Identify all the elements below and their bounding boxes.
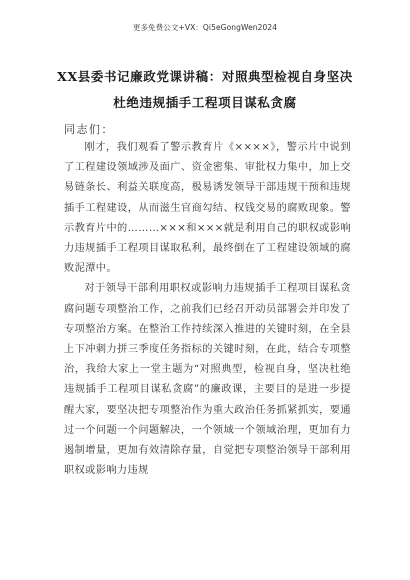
paragraph-1: 刚才，我们观看了警示教育片《××××》，警示片中说到了工程建设领域涉及面广、资金密集、审批权力集中，加上交易链条长、利益关联度高，极易诱发领导干部违规干预和违规插手工程建设，从而滋生官商勾结、权钱交易的腐败现象。警示教育片中的………×××和×××就是利用自己的职权或影响力违规插手工程项目谋取私利，最终倒在了工程建设领域的腐败泥潭中。 [64, 142, 351, 275]
document-title: XX县委书记廉政党课讲稿：对照典型检视自身坚决杜绝违规插手工程项目谋私贪腐 [57, 69, 353, 110]
paragraph-2: 对于领导干部利用职权或影响力违规插手工程项目谋私贪腐问题专项整治工作，之前我们已经召开动员部署会并印发了专项整治方案。在整治工作持续深入推进的关键时刻，在全县上下冲刺力拼三季度任务指标的关键时刻，在此，结合专项整治，我给大家上一堂主题为“对照典型，检视自身，坚决杜绝违规插手工程项目谋私贪腐”的廉政课，主要目的是进一步提醒大家，要坚决把专项整治作为重大政治任务抓紧抓实，要通过一个问题一个问题解决，一个领域一个领域治理，更加有力遏制增量，更加有效清除存量，自觉把专项整治领导干部利用职权或影响力违规 [64, 283, 351, 477]
body-text [64, 138, 351, 481]
header-note: 更多免费公文+VX：Qi5eGongWen2024 [132, 23, 278, 32]
salutation: 同志们： [64, 123, 114, 136]
